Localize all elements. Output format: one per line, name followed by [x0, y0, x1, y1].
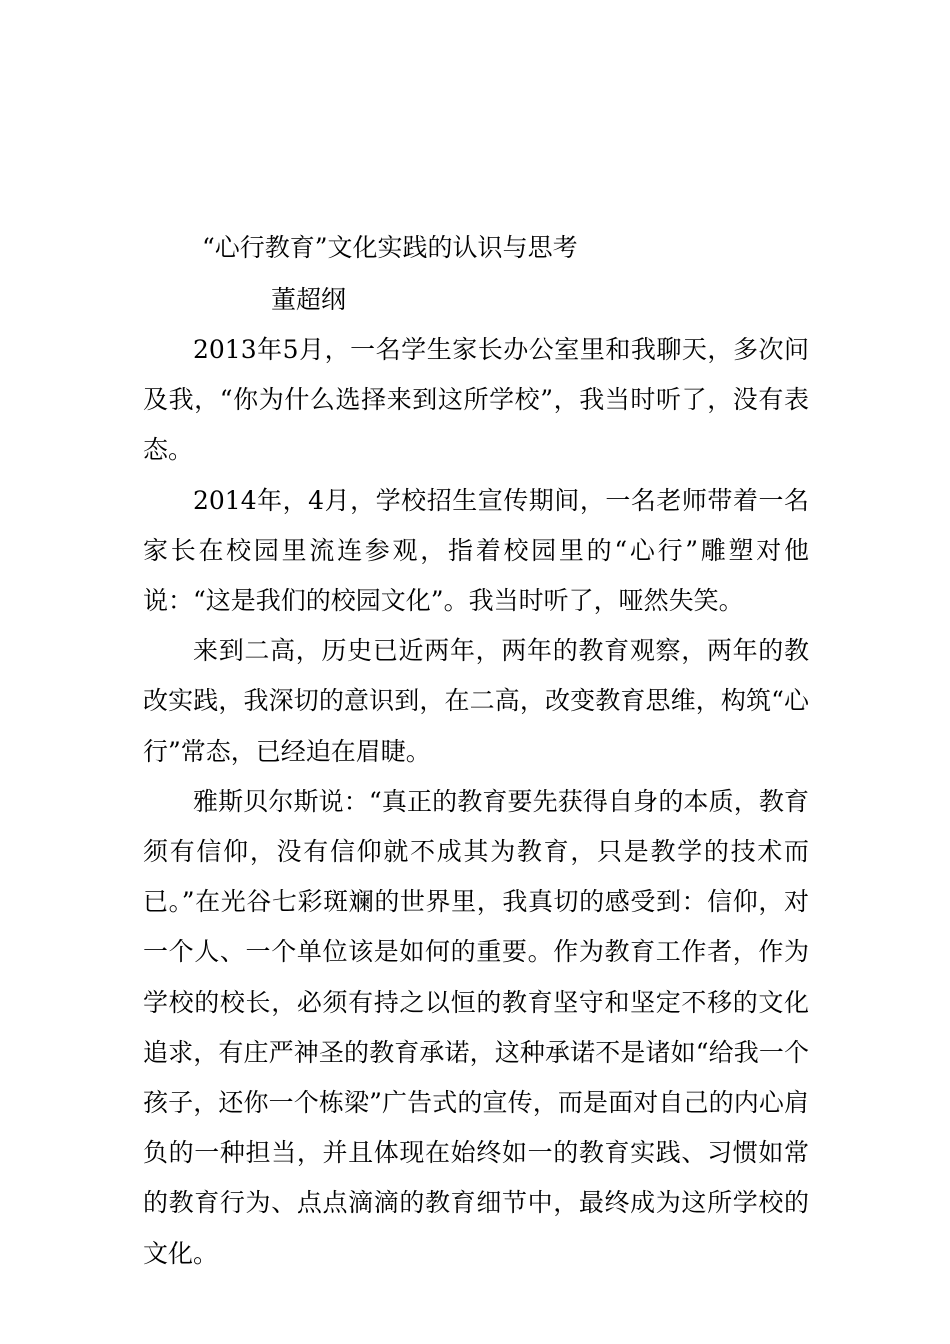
document-author: 董超纲 [271, 285, 347, 314]
document-title: “心行教育”文化实践的认识与思考 [202, 233, 578, 262]
paragraph-4: 雅斯贝尔斯说：“真正的教育要先获得自身的本质，教育须有信仰，没有信仰就不成其为教育，只是教学的技术而已。”在光谷七彩斑斓的世界里，我真切的感受到：信仰，对一个人、一个单位该是如何的重要。作为教育工作者，作为学校的校长，必须有持之以恒的教育坚守和坚定不移的文化追求，有庄严神圣的教育承诺，这种承诺不是诸如“给我一个孩子，还你一个栋梁”广告式的宣传，而是面对自己的内心肩负的一种担当，并且体现在始终如一的教育实践、习惯如常的教育行为、点点滴滴的教育细节中，最终成为这所学校的文化。 [143, 786, 809, 1268]
paragraph-1: 2013年5月，一名学生家长办公室里和我聊天，多次问及我，“你为什么选择来到这所学校”，我当时听了，没有表态。 [143, 335, 809, 465]
document-body [143, 325, 809, 1279]
paragraph-3: 来到二高，历史已近两年，两年的教育观察，两年的教改实践，我深切的意识到，在二高，改变教育思维，构筑“心行”常态，已经迫在眉睫。 [143, 636, 809, 766]
paragraph-2: 2014年，4月，学校招生宣传期间，一名老师带着一名家长在校园里流连参观，指着校园里的“心行”雕塑对他说：“这是我们的校园文化”。我当时听了，哑然失笑。 [143, 485, 809, 616]
